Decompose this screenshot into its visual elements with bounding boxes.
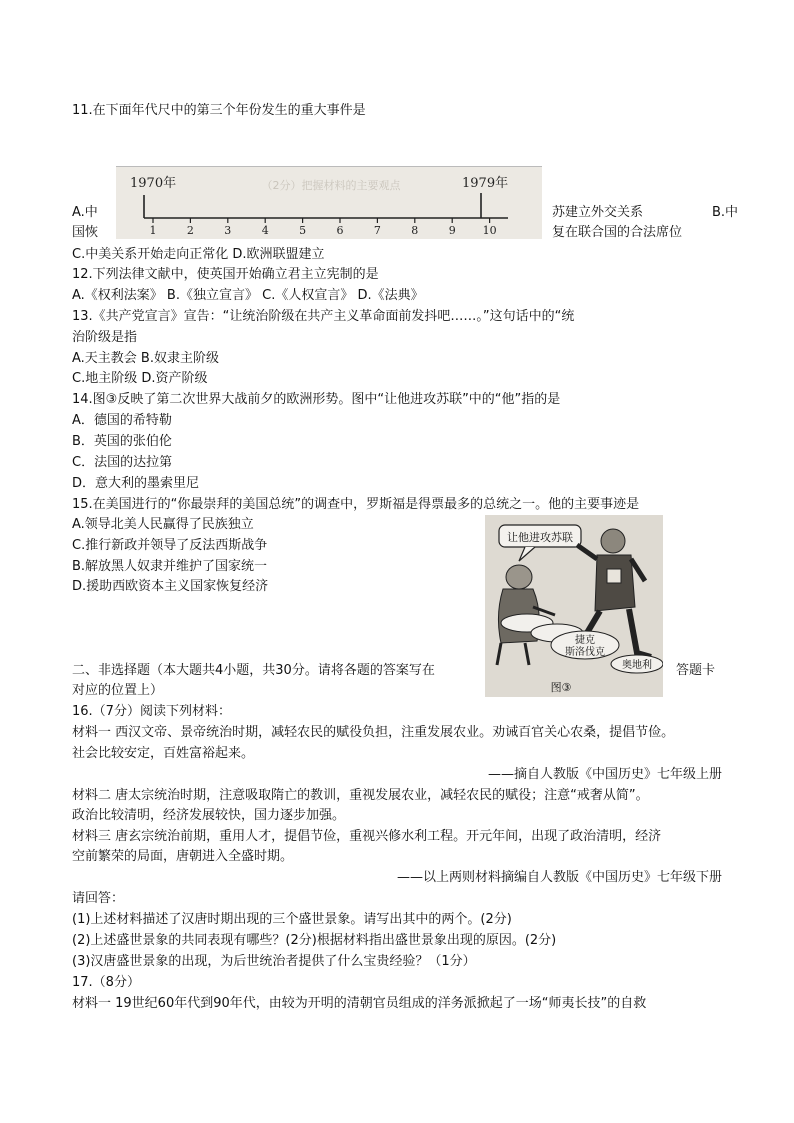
- timeline-tick-label: 3: [224, 224, 232, 237]
- q14-option-d: D．意大利的墨索里尼: [72, 476, 200, 491]
- timeline-tick-label: 7: [373, 224, 381, 237]
- q14-option-b: B．英国的张伯伦: [72, 434, 172, 449]
- timeline-start-label: 1970年: [130, 176, 177, 191]
- q14-stem: 14.图③反映了第二次世界大战前夕的欧洲形势。图中“让他进攻苏联”中的“他”指的是: [72, 392, 561, 407]
- q16-material1-source: ——摘自人教版《中国历史》七年级上册: [487, 767, 722, 782]
- q12-stem: 12.下列法律文献中，使英国开始确立君主立宪制的是: [72, 267, 379, 282]
- q14-option-a: A．德国的希特勒: [72, 413, 172, 428]
- q16-material3-line1: 材料三 唐玄宗统治前期，重用人才，提倡节俭，重视兴修水利工程。开元年间，出现了政治清明，经济: [72, 829, 662, 844]
- q14-option-c: C．法国的达拉第: [72, 455, 173, 470]
- q15-option-b: B.解放黑人奴隶并维护了国家统一: [72, 559, 268, 574]
- label-austria: 奥地利: [622, 660, 652, 671]
- q11-option-b-mid: 国恢: [72, 225, 99, 240]
- timeline-tick-label: 4: [261, 224, 269, 237]
- timeline-tick-label: 1: [149, 224, 157, 237]
- q13-options-a-b: A.天主教会 B.奴隶主阶级: [72, 351, 219, 366]
- timeline-tick-label: 8: [411, 224, 419, 237]
- q15-option-a: A.领导北美人民赢得了民族独立: [72, 517, 254, 532]
- q11-option-a-start: A.中: [72, 205, 98, 220]
- timeline-figure: [116, 166, 542, 239]
- q11-stem: 11.在下面年代尺中的第三个年份发生的重大事件是: [72, 103, 366, 118]
- q11-option-a-end: 苏建立外交关系: [552, 205, 644, 220]
- timeline-tick-label: 9: [448, 224, 456, 237]
- q16-stem: 16.（7分）阅读下列材料：: [72, 704, 231, 719]
- q16-material3-line2: 空前繁荣的局面，唐朝进入全盛时期。: [72, 849, 294, 864]
- figure-caption: 图③: [550, 681, 572, 694]
- q15-option-c: C.推行新政并领导了反法西斯战争: [72, 538, 268, 553]
- q16-material2-line2: 政治比较清明，经济发展较快，国力逐步加强。: [72, 808, 346, 823]
- q17-material1-line1: 材料一 19世纪60年代到90年代，由较为开明的清朝官员组成的洋务派掀起了一场“师夷长技”的自救: [72, 996, 647, 1011]
- timeline-watermark: （2分）把握材料的主要观点: [261, 179, 401, 192]
- q13-stem-line2: 治阶级是指: [72, 330, 138, 345]
- q16-sub3: (3)汉唐盛世景象的出现，为后世统治者提供了什么宝贵经验？（1分）: [72, 954, 476, 969]
- q16-sub1: (1)上述材料描述了汉唐时期出现的三个盛世景象。请写出其中的两个。(2分): [72, 912, 512, 927]
- timeline-tick-label: 2: [186, 224, 194, 237]
- q11-option-b-start: B.中: [712, 205, 739, 220]
- q11-options-c-d: C.中美关系开始走向正常化 D.欧洲联盟建立: [72, 247, 325, 262]
- label-czech-line2: 斯洛伐克: [565, 647, 605, 658]
- q16-material23-source: ——以上两则材料摘编自人教版《中国历史》七年级下册: [396, 870, 722, 885]
- q13-options-c-d: C.地主阶级 D.资产阶级: [72, 371, 208, 386]
- speech-text: 让他进攻苏联: [507, 531, 573, 544]
- q13-stem-line1: 13.《共产党宣言》宣告：“让统治阶级在共产主义革命面前发抖吧……。”这句话中的“统: [72, 309, 575, 324]
- q12-options: A.《权利法案》 B.《独立宣言》 C.《人权宣言》 D.《法典》: [72, 288, 424, 303]
- q16-material1-line1: 材料一 西汉文帝、景帝统治时期，减轻农民的赋役负担，注重发展农业。劝诫百官关心农桑，提倡节俭。: [72, 725, 675, 740]
- label-czech-line1: 捷克: [575, 635, 595, 646]
- q16-material1-line2: 社会比较安定，百姓富裕起来。: [72, 746, 255, 761]
- q11-option-b-end: 复在联合国的合法席位: [552, 225, 683, 240]
- q16-sub2: (2)上述盛世景象的共同表现有哪些？(2分)根据材料指出盛世景象出现的原因。(2分): [72, 933, 557, 948]
- section2-heading-line2: 对应的位置上）: [72, 683, 164, 698]
- cartoon-figure: [485, 515, 663, 697]
- section2-heading-end: 答题卡: [676, 663, 716, 678]
- q15-option-d: D.援助西欧资本主义国家恢复经济: [72, 579, 269, 594]
- timeline-tick-label: 5: [299, 224, 307, 237]
- timeline-tick-label: 6: [336, 224, 344, 237]
- q17-stem: 17.（8分）: [72, 975, 140, 990]
- q16-ask: 请回答：: [72, 891, 125, 906]
- timeline-end-label: 1979年: [462, 176, 509, 191]
- section2-heading: 二、非选择题（本大题共4小题，共30分。请将各题的答案写在: [72, 663, 435, 678]
- q16-material2-line1: 材料二 唐太宗统治时期，注意吸取隋亡的教训，重视发展农业，减轻农民的赋役；注意“戒奢从简”。: [72, 788, 649, 803]
- q15-stem: 15.在美国进行的“你最崇拜的美国总统”的调查中，罗斯福是得票最多的总统之一。他的主要事迹是: [72, 497, 640, 512]
- timeline-tick-label: 10: [482, 224, 497, 237]
